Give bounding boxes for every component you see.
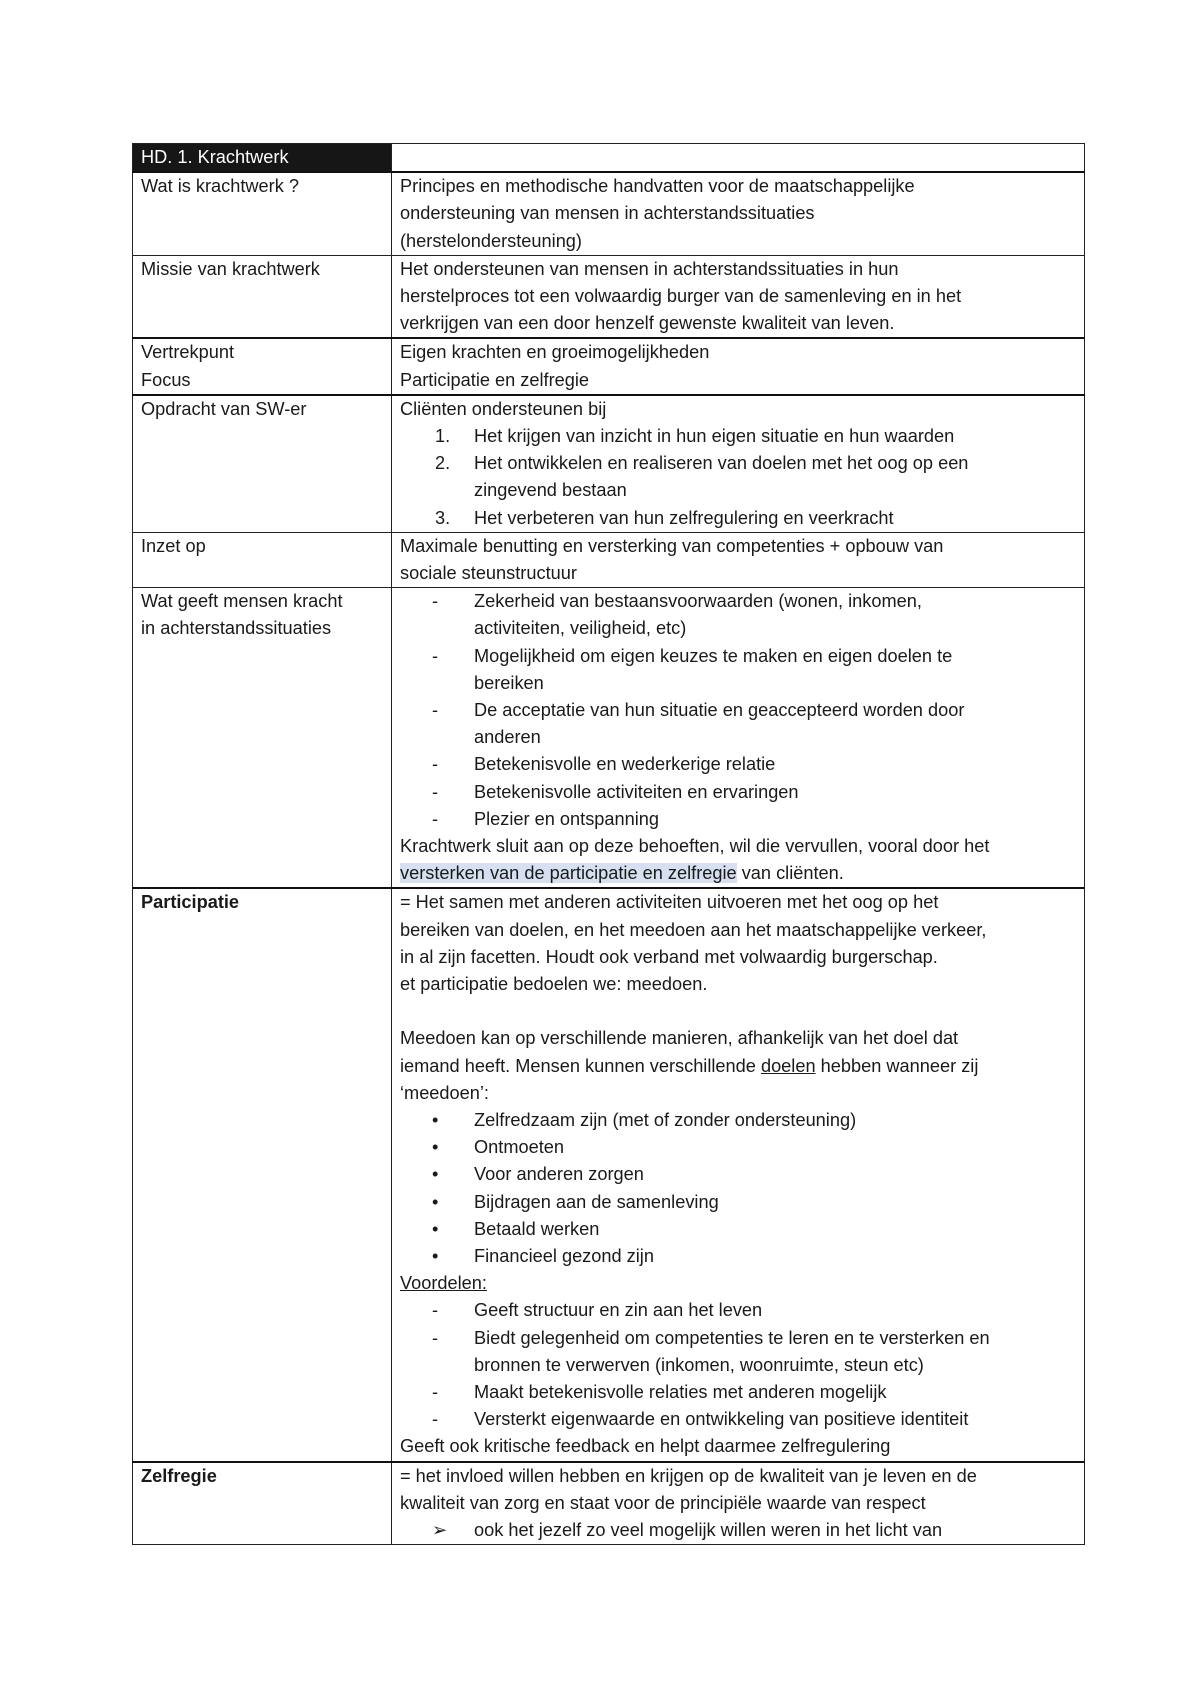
bullet-icon: •	[432, 1218, 439, 1239]
dash-marker-icon: -	[432, 645, 439, 666]
bullet-item	[400, 1243, 1076, 1270]
text-fragment: hebben wanneer zij	[815, 1055, 979, 1076]
arrow-bullet-icon: ➢	[432, 1519, 448, 1540]
text-line: zingevend bestaan	[474, 480, 627, 501]
text-line: Cliënten ondersteunen bij	[400, 398, 607, 419]
header-empty-cell	[392, 144, 1085, 173]
dash-marker-icon: -	[432, 1381, 439, 1402]
text-line: Voor anderen zorgen	[474, 1164, 644, 1185]
text-line: Betekenisvolle activiteiten en ervaringen	[474, 781, 799, 802]
row-content	[392, 1462, 1085, 1545]
text-line: activiteiten, veiligheid, etc)	[474, 618, 687, 639]
text-line: Het ontwikkelen en realiseren van doelen met het oog op een	[474, 453, 969, 474]
arrow-item	[400, 1517, 1076, 1544]
text-line: De acceptatie van hun situatie en geaccepteerd worden door	[474, 700, 965, 721]
dash-item	[400, 1297, 1076, 1324]
text-line: anderen	[474, 727, 541, 748]
row-label: Missie van krachtwerk	[133, 255, 392, 338]
row-content	[392, 888, 1085, 1461]
dash-marker-icon: -	[432, 1409, 439, 1430]
text-line: Bijdragen aan de samenleving	[474, 1191, 719, 1212]
table-row	[133, 395, 1085, 533]
dash-item	[400, 643, 1076, 697]
dash-marker-icon: -	[432, 1327, 439, 1348]
text-fragment: iemand heeft. Mensen kunnen verschillende	[400, 1055, 761, 1076]
dash-item	[400, 1325, 1076, 1379]
text-line: Ontmoeten	[474, 1137, 564, 1158]
bullet-icon: •	[432, 1245, 439, 1266]
underlined-word: doelen	[760, 1055, 816, 1076]
text-fragment: van cliënten.	[736, 863, 844, 884]
text-line: bereiken van doelen, en het meedoen aan het maatschappelijke verkeer,	[400, 919, 987, 940]
dash-item	[400, 779, 1076, 806]
table-row	[133, 1462, 1085, 1545]
row-content	[392, 255, 1085, 338]
table-row	[133, 588, 1085, 889]
list-number: 3.	[435, 507, 451, 528]
section-heading: HD. 1. Krachtwerk	[133, 144, 392, 173]
bullet-icon: •	[432, 1137, 439, 1158]
row-label	[133, 588, 392, 889]
dash-marker-icon: -	[432, 808, 439, 829]
bullet-item	[400, 1189, 1076, 1216]
table-row	[133, 255, 1085, 338]
row-content	[392, 588, 1085, 889]
label-line: Vertrekpunt	[141, 342, 235, 363]
text-line: Meedoen kan op verschillende manieren, afhankelijk van het doel dat	[400, 1028, 959, 1049]
text-selection-highlight[interactable]: versterken van de participatie en zelfregie	[400, 863, 737, 884]
dash-item	[400, 697, 1076, 751]
row-content	[392, 338, 1085, 394]
row-label: Wat is krachtwerk ?	[133, 172, 392, 255]
text-line: Financieel gezond zijn	[474, 1245, 654, 1266]
table-row	[133, 172, 1085, 255]
row-content	[392, 395, 1085, 533]
numbered-item	[400, 423, 1076, 450]
list-number: 1.	[435, 426, 451, 447]
text-line: ondersteuning van mensen in achterstandssituaties	[400, 203, 815, 224]
text-line: Principes en methodische handvatten voor de maatschappelijke	[400, 176, 915, 197]
table-row	[133, 532, 1085, 587]
text-line: Het krijgen van inzicht in hun eigen situatie en hun waarden	[474, 426, 955, 447]
bullet-item	[400, 1161, 1076, 1188]
row-label: Inzet op	[133, 532, 392, 587]
text-line: Het ondersteunen van mensen in achterstandssituaties in hun	[400, 258, 899, 279]
text-line: ook het jezelf zo veel mogelijk willen weren in het licht van	[474, 1519, 943, 1540]
numbered-item	[400, 450, 1076, 504]
bullet-icon: •	[432, 1164, 439, 1185]
text-line: Geeft structuur en zin aan het leven	[474, 1300, 763, 1321]
text-line: kwaliteit van zorg en staat voor de principiële waarde van respect	[400, 1492, 926, 1513]
bullet-item	[400, 1216, 1076, 1243]
text-line: in al zijn facetten. Houdt ook verband met volwaardig burgerschap.	[400, 946, 938, 967]
text-line: ‘meedoen’:	[400, 1082, 489, 1103]
dash-item	[400, 588, 1076, 642]
dash-item	[400, 1406, 1076, 1433]
notes-table	[132, 143, 1085, 1545]
text-line: sociale steunstructuur	[400, 563, 577, 584]
text-line: Betaald werken	[474, 1218, 600, 1239]
text-line: Geeft ook kritische feedback en helpt daarmee zelfregulering	[400, 1436, 891, 1457]
row-label: Opdracht van SW-er	[133, 395, 392, 533]
text-line	[400, 1053, 1076, 1080]
list-number: 2.	[435, 453, 451, 474]
row-label	[133, 338, 392, 394]
dash-marker-icon: -	[432, 781, 439, 802]
bullet-icon: •	[432, 1191, 439, 1212]
text-line: Biedt gelegenheid om competenties te leren en te versterken en	[474, 1327, 990, 1348]
dash-item	[400, 806, 1076, 833]
blank-line	[400, 998, 1076, 1025]
text-line: et participatie bedoelen we: meedoen.	[400, 974, 708, 995]
text-line: Betekenisvolle en wederkerige relatie	[474, 754, 776, 775]
text-line: herstelproces tot een volwaardig burger van de samenleving en in het	[400, 286, 962, 307]
subheading-voordelen: Voordelen:	[400, 1273, 487, 1294]
text-line: Plezier en ontspanning	[474, 808, 660, 829]
label-line: Focus	[141, 369, 191, 390]
text-line: verkrijgen van een door henzelf gewenste kwaliteit van leven.	[400, 313, 895, 334]
text-line: bereiken	[474, 672, 544, 693]
text-line: = het invloed willen hebben en krijgen op de kwaliteit van je leven en de	[400, 1465, 977, 1486]
text-line	[400, 860, 1076, 887]
table-row	[133, 338, 1085, 394]
row-label: Zelfregie	[133, 1462, 392, 1545]
dash-marker-icon: -	[432, 754, 439, 775]
dash-marker-icon: -	[432, 591, 439, 612]
text-line: Maximale benutting en versterking van competenties + opbouw van	[400, 535, 944, 556]
numbered-item	[400, 505, 1076, 532]
text-line: Krachtwerk sluit aan op deze behoeften, wil die vervullen, vooral door het	[400, 836, 990, 857]
dash-item	[400, 751, 1076, 778]
text-line: Participatie en zelfregie	[400, 369, 590, 390]
label-line: Wat geeft mensen kracht	[141, 591, 343, 612]
bullet-item	[400, 1134, 1076, 1161]
text-line: Eigen krachten en groeimogelijkheden	[400, 342, 710, 363]
text-line: Mogelijkheid om eigen keuzes te maken en eigen doelen te	[474, 645, 953, 666]
table-header-row	[133, 144, 1085, 173]
table-row	[133, 888, 1085, 1461]
text-line: Maakt betekenisvolle relaties met anderen mogelijk	[474, 1381, 887, 1402]
dash-item	[400, 1379, 1076, 1406]
text-line: Zelfredzaam zijn (met of zonder ondersteuning)	[474, 1109, 857, 1130]
text-line: bronnen te verwerven (inkomen, woonruimte, steun etc)	[474, 1354, 924, 1375]
text-line: Versterkt eigenwaarde en ontwikkeling van positieve identiteit	[474, 1409, 969, 1430]
dash-marker-icon: -	[432, 700, 439, 721]
bullet-icon: •	[432, 1109, 439, 1130]
text-line: Zekerheid van bestaansvoorwaarden (wonen, inkomen,	[474, 591, 922, 612]
row-label: Participatie	[133, 888, 392, 1461]
label-line: in achterstandssituaties	[141, 618, 332, 639]
dash-marker-icon: -	[432, 1300, 439, 1321]
text-line: Het verbeteren van hun zelfregulering en veerkracht	[474, 507, 894, 528]
text-line: (herstelondersteuning)	[400, 230, 582, 251]
row-content	[392, 532, 1085, 587]
row-content	[392, 172, 1085, 255]
text-line: = Het samen met anderen activiteiten uitvoeren met het oog op het	[400, 892, 939, 913]
bullet-item	[400, 1107, 1076, 1134]
